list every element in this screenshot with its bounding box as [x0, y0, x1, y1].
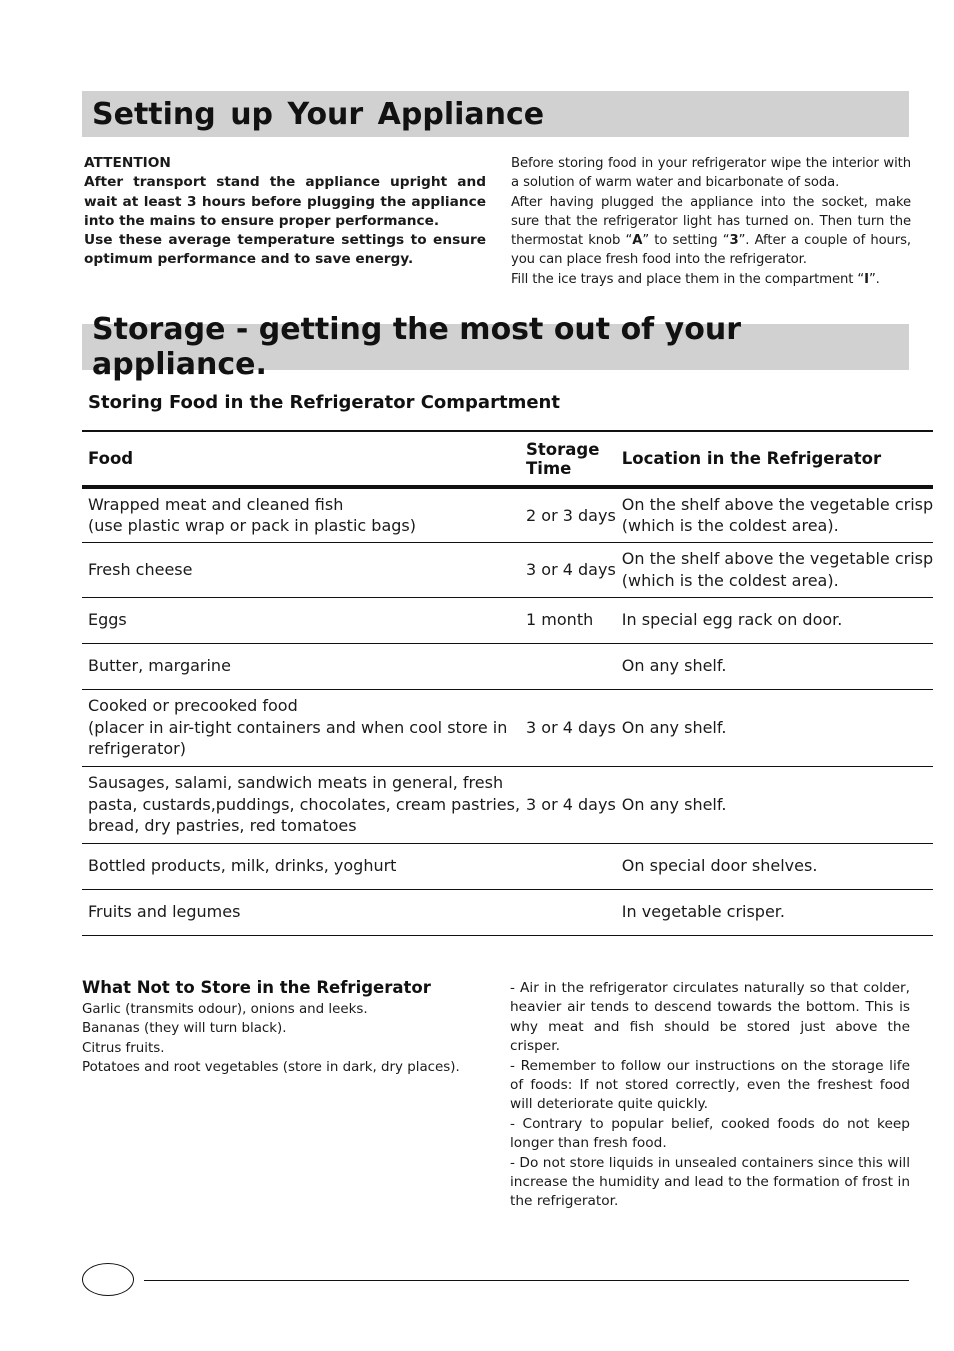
table-row — [82, 689, 933, 766]
not-to-store-item: Bananas (they will turn black). — [82, 1021, 287, 1036]
cell-storage-time: 3 or 4 days — [520, 766, 616, 843]
cell-food-line: Cooked or precooked food — [88, 696, 298, 716]
cell-storage-time: 3 or 4 days — [520, 689, 616, 766]
not-to-store-heading: What Not to Store in the Refrigerator — [82, 978, 431, 997]
cell-location — [616, 542, 933, 597]
cell-location-line: In special egg rack on door. — [621, 610, 843, 630]
cell-storage-time — [520, 643, 616, 689]
attention-text-transport: After transport stand the appliance upright and wait at least 3 hours before plugging the appliance into the mains to ensure proper performance. — [84, 174, 486, 229]
attention-text-temperature: Use these average temperature settings to ensure optimum performance and to save energy. — [84, 232, 486, 268]
table-row — [82, 766, 933, 843]
cell-location-line: In vegetable crisper. — [621, 902, 785, 922]
cell-food — [82, 597, 520, 643]
cell-food-line: (use plastic wrap or pack in plastic bags) — [88, 516, 416, 536]
cell-location — [616, 843, 933, 889]
cell-food-line: Fruits and legumes — [88, 902, 241, 922]
table-row — [82, 889, 933, 935]
cell-food — [82, 766, 520, 843]
table-row — [82, 542, 933, 597]
header-storage-time: Storage Time — [520, 431, 616, 487]
setup-para-cleaning: Before storing food in your refrigerator wipe the interior with a solution of warm water and bicarbonate of soda. — [511, 156, 911, 191]
setup-para-thermostat: After having plugged the appliance into the socket, make sure that the refrigerator light has turned on. Then turn the thermostat knob “A” to setting “3”. After a couple of hours, you can place fresh food into the refrigerator. — [511, 194, 911, 268]
cell-location-line: On any shelf. — [621, 717, 727, 737]
not-to-store-item: Citrus fruits. — [82, 1040, 165, 1056]
header-food: Food — [82, 431, 520, 487]
cell-location-line: On the shelf above the vegetable crisp — [621, 549, 934, 568]
cell-location — [616, 889, 933, 935]
table-row — [82, 487, 933, 542]
cell-food-line: bread, dry pastries, red tomatoes — [88, 816, 357, 836]
cell-storage-time — [520, 843, 616, 889]
tip-air-circulation: - Air in the refrigerator circulates naturally so that colder, heavier air tends to descend towards the bottom. This is why meat and fish should be stored just above the crisper. — [510, 980, 910, 1055]
cell-food-line: Wrapped meat and cleaned fish — [88, 494, 344, 514]
cell-food-line: Fresh cheese — [88, 559, 193, 579]
table-body — [82, 487, 933, 935]
cell-location — [616, 487, 933, 542]
cell-location-line: On the shelf above the vegetable crisp — [621, 494, 934, 514]
cell-food-line: (placer in air-tight containers and when cool store in — [88, 717, 508, 737]
cell-location — [616, 689, 933, 766]
cell-storage-time: 3 or 4 days — [520, 542, 616, 597]
cell-food — [82, 889, 520, 935]
setup-para-ice-trays: Fill the ice trays and place them in the compartment “I”. — [511, 271, 880, 287]
tip-liquids: - Do not store liquids in unsealed containers since this will increase the humidity and lead to the formation of frost in the refrigerator. — [510, 1154, 910, 1210]
attention-heading: ATTENTION — [84, 155, 171, 171]
storage-table — [82, 430, 933, 936]
section-title-setup: Setting up Your Appliance — [82, 91, 909, 137]
table-row — [82, 843, 933, 889]
page-number-oval — [82, 1263, 134, 1296]
cell-food-line: Bottled products, milk, drinks, yoghurt — [88, 856, 397, 876]
table-header-row — [82, 431, 933, 487]
header-location: Location in the Refrigerator — [616, 431, 933, 487]
cell-storage-time — [520, 889, 616, 935]
table-row — [82, 597, 933, 643]
cell-food — [82, 689, 520, 766]
cell-location-line: On any shelf. — [621, 794, 727, 814]
setup-instructions — [511, 154, 911, 289]
cell-location-line: (which is the coldest area). — [621, 570, 839, 590]
tip-cooked-foods: - Contrary to popular belief, cooked foods do not keep longer than fresh food. — [510, 1115, 910, 1152]
cell-food-line: Butter, margarine — [88, 656, 231, 676]
not-to-store-item: Garlic (transmits odour), onions and leeks. — [82, 1001, 368, 1017]
cell-location — [616, 766, 933, 843]
storage-table-title: Storing Food in the Refrigerator Compartment — [88, 392, 560, 413]
not-to-store-item: Potatoes and root vegetables (store in dark, dry places). — [82, 1060, 460, 1075]
cell-location-line: On any shelf. — [621, 656, 727, 676]
cell-location — [616, 643, 933, 689]
table-row — [82, 643, 933, 689]
cell-food-line: pasta, custards,puddings, chocolates, cream pastries, — [88, 794, 521, 814]
cell-food — [82, 542, 520, 597]
footer-rule — [144, 1280, 909, 1281]
cell-food — [82, 843, 520, 889]
cell-food-line: Sausages, salami, sandwich meats in general, fresh — [88, 773, 504, 793]
cell-location-line: On special door shelves. — [621, 856, 818, 876]
knob-letter: A — [632, 233, 643, 249]
cell-food-line: Eggs — [88, 610, 127, 630]
cell-storage-time: 2 or 3 days — [520, 487, 616, 542]
cell-food — [82, 643, 520, 689]
cell-food-line: refrigerator) — [88, 739, 186, 759]
setting-number: 3 — [729, 233, 739, 249]
cell-storage-time: 1 month — [520, 597, 616, 643]
compartment-letter: I — [864, 271, 869, 287]
cell-location — [616, 597, 933, 643]
section-title-storage: Storage - getting the most out of your appliance. — [82, 324, 909, 370]
tip-storage-life: - Remember to follow our instructions on the storage life of foods: If not stored correctly, even the freshest food will deteriorate quite quickly. — [510, 1057, 910, 1113]
attention-block — [84, 154, 486, 270]
cell-location-line: (which is the coldest area). — [621, 516, 839, 536]
not-to-store-block — [82, 978, 474, 1078]
cell-food — [82, 487, 520, 542]
storage-tips — [510, 979, 910, 1212]
